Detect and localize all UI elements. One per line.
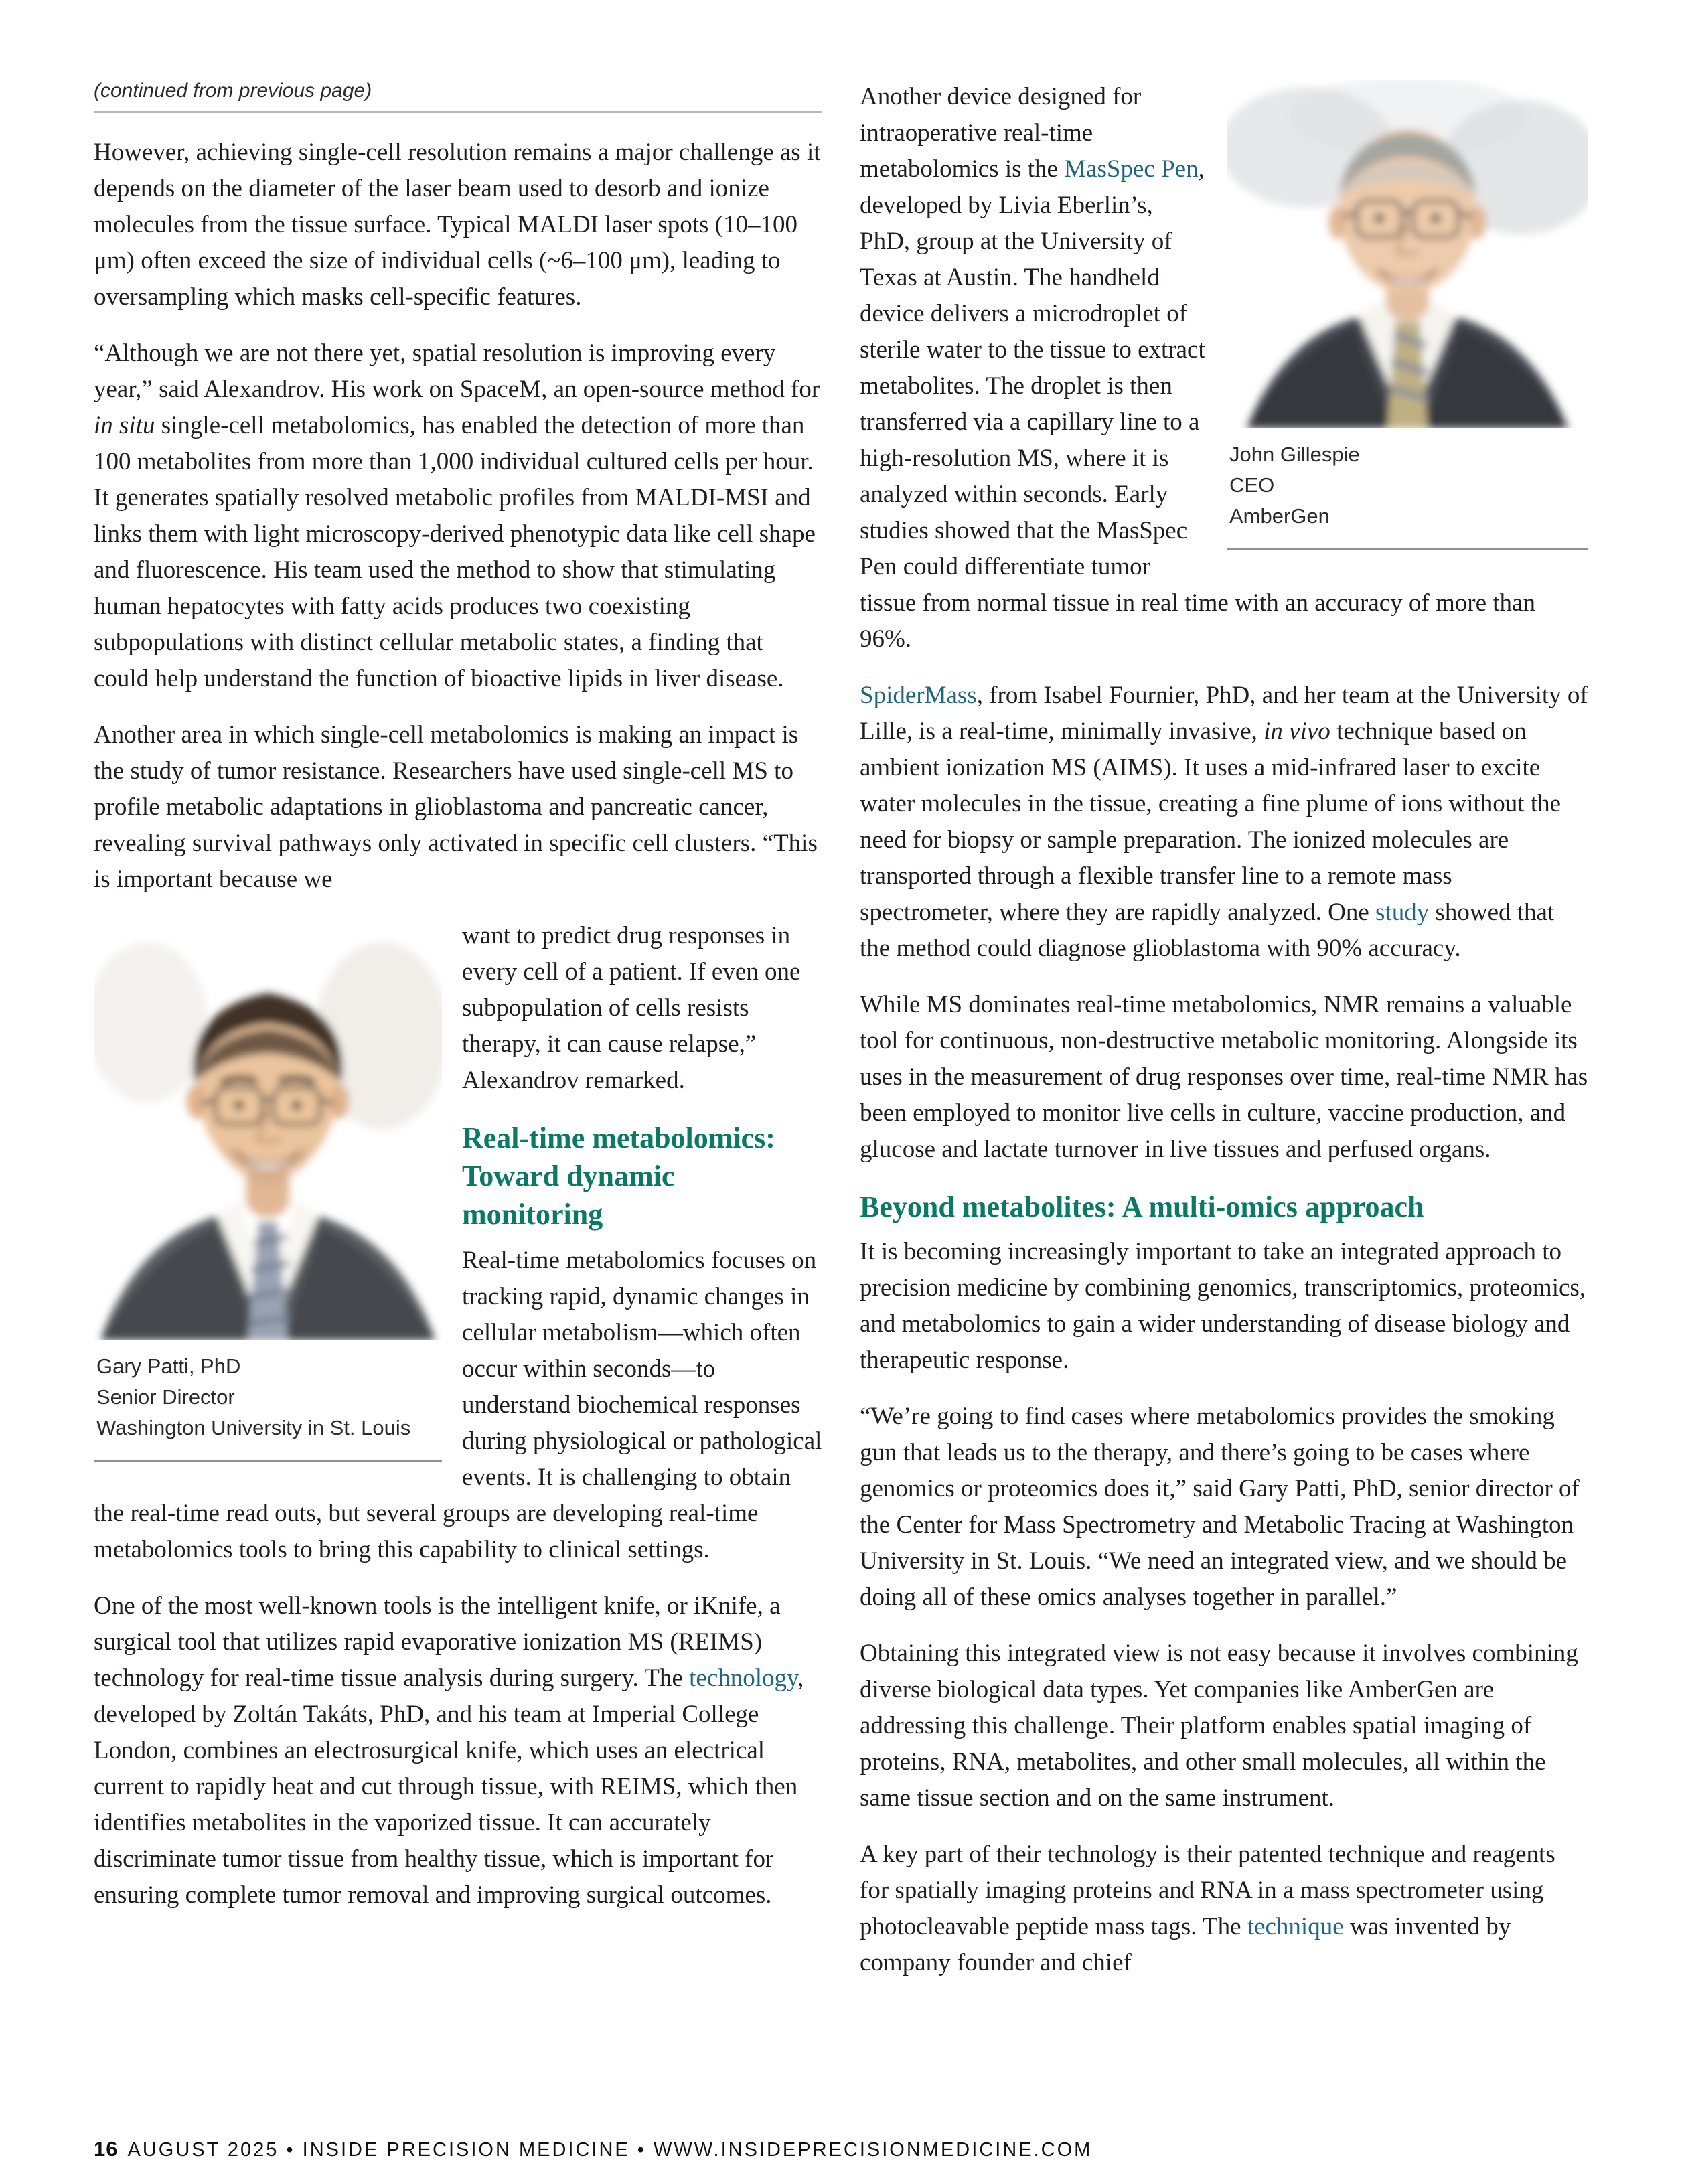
gary-patti-photo-figure <box>94 929 442 1462</box>
john-gillespie-photo <box>1227 80 1588 428</box>
text-segment: Real-time metabolomics focuses on tracking rapid, dynamic changes in cellular metabolism—which often occur within seconds—to understand biochemical responses during physiological or pathological events. It is challenging to obtain the real-time read outs, but several groups are developing real-time metabolomics tools to bring this capability to clinical settings. <box>94 1247 822 1563</box>
paragraph-spidermass <box>860 678 1588 967</box>
text-segment: Obtaining this integrated view is not easy because it involves combining diverse biological data types. Yet companies like AmberGen are addressing this challenge. Their platform enables spatial imaging of proteins, RNA, metabolites, and other small molecules, all within the same tissue section and on the same instrument. <box>860 1640 1578 1812</box>
text-segment: was invented by company founder and chief <box>860 1913 1511 1976</box>
text-segment: However, achieving single-cell resolution remains a major challenge as it depends on the diameter of the laser beam used to desorb and ionize molecules from the tissue surface. Typical MALDI laser spots (10–100 μm) often exceed the size of individual cells (~6–100 μm), leading to oversampling which masks cell-specific features. <box>94 139 821 311</box>
caption-org: AmberGen <box>1229 504 1330 528</box>
left-column <box>94 79 822 2001</box>
section-heading-realtime-metabolomics: Real-time metabolomics: Toward dynamic monitoring <box>462 1121 775 1231</box>
caption-rule <box>94 1460 442 1462</box>
footer-text: AUGUST 2025 • INSIDE PRECISION MEDICINE • WWW.INSIDEPRECISIONMEDICINE.COM <box>127 2139 1093 2161</box>
caption-rule <box>1227 548 1588 550</box>
caption-org: Washington University in St. Louis <box>96 1416 411 1439</box>
gary-patti-photo <box>94 929 442 1340</box>
technique-link[interactable]: technique <box>1247 1913 1344 1940</box>
paragraph-photocleavable-tags <box>860 1837 1588 1981</box>
masspec-pen-link[interactable]: MasSpec Pen <box>1064 155 1199 183</box>
paragraph-patti-quote <box>860 1399 1588 1616</box>
caption-name: John Gillespie <box>1229 443 1360 466</box>
text-segment: , developed by Livia Eberlin’s, PhD, group at the University of Texas at Austin. The handheld device delivers a microdroplet of sterile water to the tissue to extract metabolites. The droplet is then transferred via a capillary line to a high-resolution MS, where it is analyzed within seconds. Early studies showed that the MasSpec Pen could differentiate tumor tissue from normal tissue in real time with an accuracy of more than 96%. <box>860 155 1535 653</box>
text-segment: want to predict drug responses in every cell of a patient. If even one subpopulation of cells resists therapy, it can cause relapse,” Alexandrov remarked. <box>462 922 801 1094</box>
section-heading-beyond-metabolites: Beyond metabolites: A multi-omics approach <box>860 1190 1424 1223</box>
text-segment: , developed by Zoltán Takáts, PhD, and his team at Imperial College London, combines an electrosurgical knife, which uses an electrical current to rapidly heat and cut through tissue, with REIMS, which then identifies metabolites in the vaporized tissue. It can accurately discriminate tumor tissue from healthy tissue, which is important for ensuring complete tumor removal and improving surgical outcomes. <box>94 1664 804 1909</box>
caption-title: CEO <box>1229 473 1275 497</box>
paragraph-maldi-challenge <box>94 135 822 315</box>
text-segment: , from Isabel Fournier, PhD, and her team at the University of Lille, is a real-time, minimally invasive, <box>860 682 1588 745</box>
text-segment: “We’re going to find cases where metabolomics provides the smoking gun that leads us to the therapy, and there’s going to be cases where genomics or proteomics does it,” said Gary Patti, PhD, senior director of the Center for Mass Spectrometry and Metabolic Tracing at Washington University in St. Louis. “We need an integrated view, and we should be doing all of these omics analyses together in parallel.” <box>860 1403 1580 1611</box>
john-gillespie-caption <box>1227 428 1588 548</box>
text-segment: technique based on ambient ionization MS (AIMS). It uses a mid-infrared laser to excite water molecules in the tissue, creating a fine plume of ions without the need for biopsy or sample preparation. The ionized molecules are transported through a flexible transfer line to a remote mass spectrometer, where they are rapidly analyzed. One <box>860 718 1561 926</box>
caption-name: Gary Patti, PhD <box>96 1354 241 1378</box>
paragraph-multiomics-intro <box>860 1234 1588 1379</box>
right-column <box>860 79 1588 2001</box>
paragraph-ambergen-platform <box>860 1636 1588 1816</box>
caption-title: Senior Director <box>96 1385 235 1409</box>
text-segment: single-cell metabolomics, has enabled the detection of more than 100 metabolites from more than 1,000 individual cultured cells per hour. It generates spatially resolved metabolic profiles from MALDI-MSI and links them with light microscopy-derived phenotypic data like cell shape and fluorescence. His team used the method to show that stimulating human hepatocytes with fatty acids produces two coexisting subpopulations with distinct cellular metabolic states, a finding that could help understand the function of bioactive lipids in liver disease. <box>94 412 816 692</box>
text-segment: While MS dominates real-time metabolomics, NMR remains a valuable tool for continuous, non-destructive metabolic monitoring. Alongside its uses in the measurement of drug responses over time, real-time NMR has been employed to monitor live cells in culture, vaccine production, and glucose and lactate turnover in live tissues and perfused organs. <box>860 991 1588 1163</box>
text-segment: It is becoming increasingly important to take an integrated approach to precision medicine by combining genomics, transcriptomics, proteomics, and metabolomics to gain a wider understanding of disease biology and therapeutic response. <box>860 1238 1586 1374</box>
continued-note: (continued from previous page) <box>94 80 372 102</box>
page-number: 16 <box>94 2137 119 2161</box>
text-segment: Another area in which single-cell metabolomics is making an impact is the study of tumor resistance. Researchers have used single-cell MS to profile metabolic adaptations in glioblastoma and pancreatic cancer, revealing survival pathways only activated in specific cell clusters. “This is important because we <box>94 721 818 893</box>
text-segment: Another device designed for intraoperative real-time metabolomics is the <box>860 83 1142 183</box>
text-segment-italic: in situ <box>94 412 155 439</box>
paragraph-spacem <box>94 335 822 697</box>
text-segment: “Although we are not there yet, spatial resolution is improving every year,” said Alexandrov. His work on SpaceM, an open-source method for <box>94 339 820 403</box>
paragraph-nmr <box>860 987 1588 1168</box>
text-segment: A key part of their technology is their patented technique and reagents for spatially imaging proteins and RNA in a mass spectrometer using photocleavable peptide mass tags. The <box>860 1841 1555 1940</box>
technology-link[interactable]: technology <box>689 1664 798 1692</box>
two-column-layout <box>94 79 1588 2001</box>
study-link[interactable]: study <box>1375 899 1430 926</box>
john-gillespie-photo-figure <box>1227 80 1588 550</box>
gary-patti-caption <box>94 1340 442 1460</box>
text-segment-italic: in vivo <box>1264 718 1330 745</box>
text-segment: One of the most well-known tools is the intelligent knife, or iKnife, a surgical tool that utilizes rapid evaporative ionization MS (REIMS) technology for real-time tissue analysis during surgery. The <box>94 1592 781 1692</box>
continued-rule <box>94 111 822 113</box>
paragraph-tumor-resistance-start <box>94 717 822 898</box>
text-segment: showed that the method could diagnose glioblastoma with 90% accuracy. <box>860 899 1555 962</box>
spidermass-link[interactable]: SpiderMass <box>860 682 977 709</box>
paragraph-iknife <box>94 1588 822 1914</box>
page-footer <box>94 2137 1092 2161</box>
